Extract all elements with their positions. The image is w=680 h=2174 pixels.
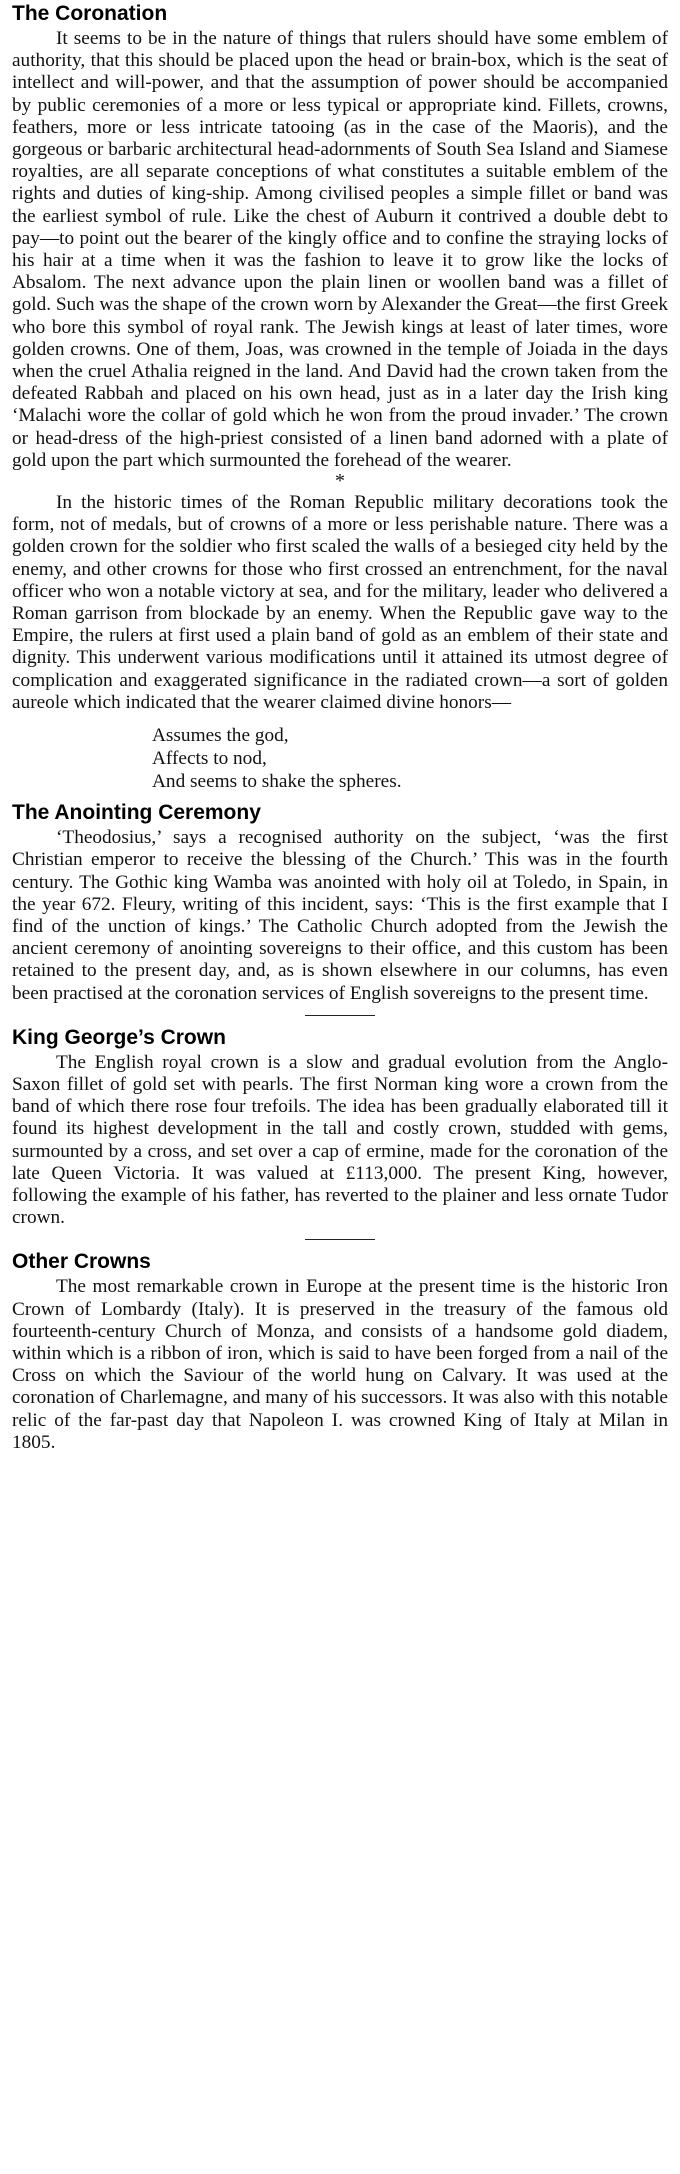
paragraph: The English royal crown is a slow and gradual evolution from the Anglo-Saxon fillet of gold set with pearls. The first Norman king wore a crown from the band of which there rose four trefoils. The idea has been gradually elaborated till it found its highest development in the tall and costly crown, studded with gems, surmounted by a cross, and set over a cap of ermine, made for the coronation of the late Queen Victoria. It was valued at £113,000. The present King, however, following the example of his father, has reverted to the plainer and less ornate Tudor crown. bbox=[12, 1051, 668, 1229]
section-title: The Coronation bbox=[12, 2, 168, 25]
paragraph: ‘Theodosius,’ says a recognised authority on the subject, ‘was the first Christian emperor to receive the blessing of the Church.’ This was in the fourth century. The Gothic king Wamba was anointed with holy oil at Toledo, in Spain, in the year 672. Fleury, writing of this incident, says: ‘This is the first example that I find of the unction of kings.’ The Catholic Church adopted from the Jewish the ancient ceremony of anointing sovereigns to their office, and this custom has been retained to the present day, and, as is shown elsewhere in our columns, has even been practised at the coronation services of English sovereigns to the present time. bbox=[12, 827, 668, 1004]
separator-asterisk: * bbox=[335, 470, 345, 493]
verse-line: And seems to shake the spheres. bbox=[152, 771, 402, 793]
verse-line: Assumes the god, bbox=[152, 725, 289, 747]
section-divider bbox=[305, 1239, 375, 1240]
verse-quote bbox=[152, 724, 668, 793]
paragraph: In the historic times of the Roman Republic military decorations took the form, not of medals, but of crowns of a more or less perishable nature. There was a golden crown for the soldier who first scaled the walls of a besieged city held by the enemy, and other crowns for those who first crossed an entrenchment, for the naval officer who won a notable victory at sea, and for the military, leader who delivered a Roman garrison from blockade by an enemy. When the Republic gave way to the Empire, the rulers at first used a plain band of gold as an emblem of their state and dignity. This underwent various modifications until it attained its utmost degree of complication and exaggerated significance in the radiated crown—a sort of golden aureole which indicated that the wearer claimed divine honors— bbox=[12, 492, 668, 713]
section-title: The Anointing Ceremony bbox=[12, 801, 261, 825]
paragraph: The most remarkable crown in Europe at the present time is the historic Iron Crown of Lombardy (Italy). It is preserved in the treasury of the famous old fourteenth-century Church of Monza, and consists of a handsome gold diadem, within which is a ribbon of iron, which is said to have been forged from a nail of the Cross on which the Saviour of the world hung on Calvary. It was used at the coronation of Charlemagne, and many of his successors. It was also with this notable relic of the far-past day that Napoleon I. was crowned King of Italy at Milan in 1805. bbox=[12, 1276, 668, 1453]
section-title: Other Crowns bbox=[12, 1250, 151, 1274]
paragraph: It seems to be in the nature of things that rulers should have some emblem of authority, that this should be placed upon the head or brain-box, which is the seat of intellect and will-power, and that the assumption of power should be accompanied by public ceremonies of a more or less typical or appropriate kind. Fillets, crowns, feathers, more or less intricate tatooing (as in the case of the Maoris), and the gorgeous or barbaric architectural head-adornments of South Sea Island and Siamese royalties, are all separate conceptions of what constitutes a suitable emblem of the rights and duties of king-ship. Among civilised peoples a simple fillet or band was the earliest symbol of rule. Like the chest of Auburn it contrived a double debt to pay—to point out the bearer of the kingly office and to confine the straying locks of his hair at a time when it was the fashion to leave it to grow like the locks of Absalom. The next advance upon the plain linen or woollen band was a fillet of gold. Such was the shape of the crown worn by Alexander the Great—the first Greek who bore this symbol of royal rank. The Jewish kings at least of later times, wore golden crowns. One of them, Joas, was crowned in the temple of Joiada in the days when the cruel Athalia reigned in the land. And David had the crown taken from the defeated Rabbah and placed on his own head, just as in a later day the Irish king ‘Malachi wore the collar of gold which he won from the proud invader.’ The crown or head-dress of the high-priest consisted of a linen band adorned with a plate of gold upon the part which surmounted the forehead of the wearer. bbox=[12, 28, 668, 471]
verse-line: Affects to nod, bbox=[152, 748, 267, 770]
section-title: King George’s Crown bbox=[12, 1025, 226, 1049]
section-divider bbox=[305, 1015, 375, 1016]
article bbox=[6, 0, 674, 1454]
